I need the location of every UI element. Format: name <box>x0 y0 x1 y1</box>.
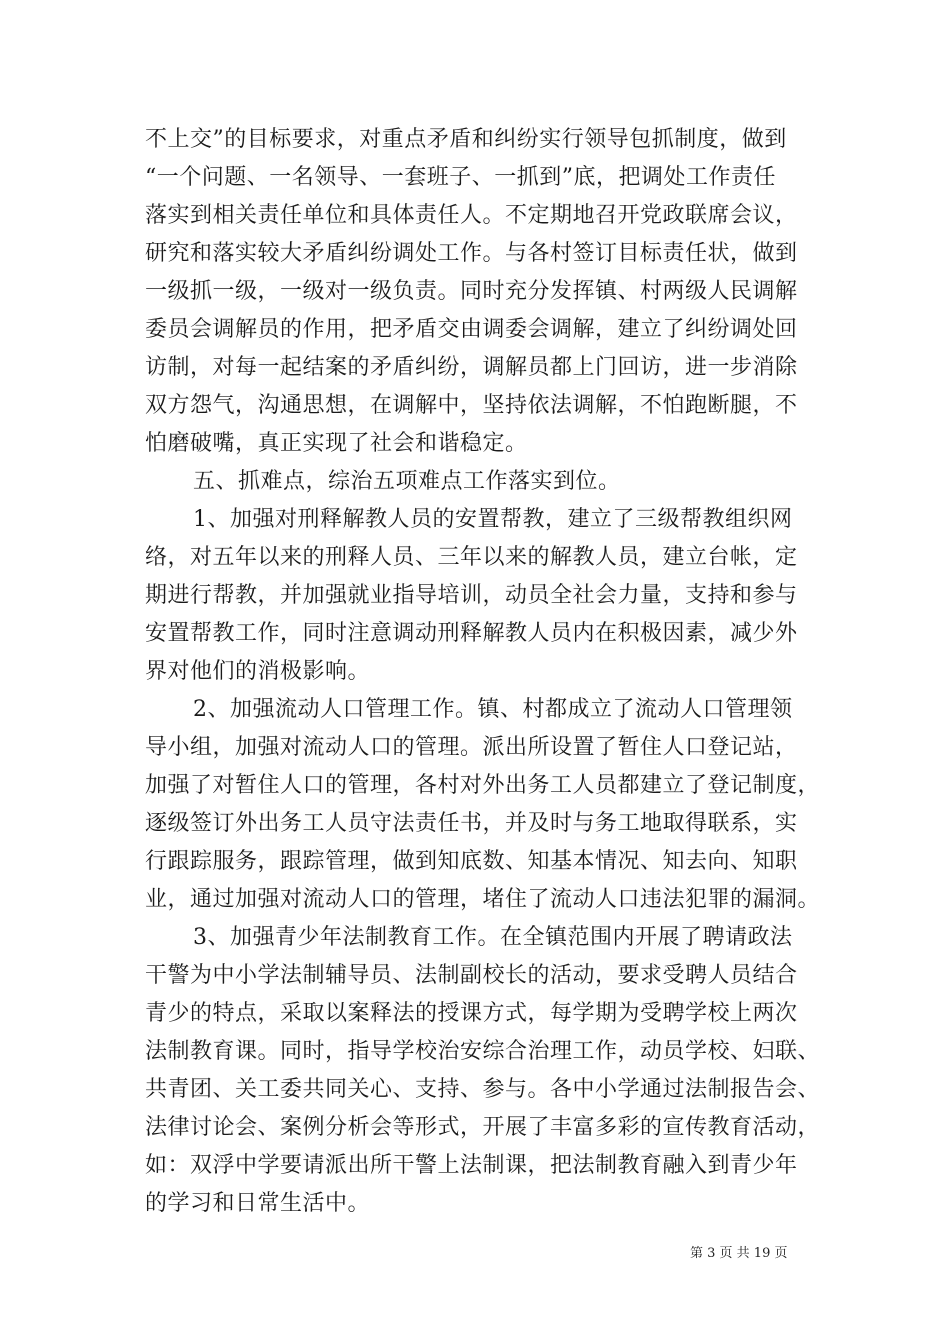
body-line: 2、加强流动人口管理工作。镇、村都成立了流动人口管理领 <box>193 697 793 722</box>
body-line: 双方怨气，沟通思想，在调解中，坚持依法调解，不怕跑断腿，不 <box>145 393 798 418</box>
body-line: 委员会调解员的作用，把矛盾交由调委会调解，建立了纠纷调处回 <box>145 317 798 342</box>
body-line: 的学习和日常生活中。 <box>145 1191 371 1216</box>
body-line: 络，对五年以来的刑释人员、三年以来的解教人员，建立台帐，定 <box>145 545 798 570</box>
body-line: 导小组，加强对流动人口的管理。派出所设置了暂住人口登记站， <box>145 735 798 760</box>
body-line: 法制教育课。同时，指导学校治安综合治理工作，动员学校、妇联、 <box>145 1039 821 1064</box>
body-line: 行跟踪服务，跟踪管理，做到知底数、知基本情况、知去向、知职 <box>145 849 798 874</box>
body-line: 如：双浮中学要请派出所干警上法制课，把法制教育融入到青少年 <box>145 1153 798 1178</box>
body-line: 一级抓一级，一级对一级负责。同时充分发挥镇、村两级人民调解 <box>145 279 798 304</box>
body-line: 怕磨破嘴，真正实现了社会和谐稳定。 <box>145 431 528 456</box>
body-line: 共青团、关工委共同关心、支持、参与。各中小学通过法制报告会、 <box>145 1077 821 1102</box>
body-line: 法律讨论会、案例分析会等形式，开展了丰富多彩的宣传教育活动， <box>145 1115 821 1140</box>
page-number-footer: 第 3 页 共 19 页 <box>690 1246 788 1261</box>
section-heading: 五、抓难点，综治五项难点工作落实到位。 <box>193 469 621 494</box>
body-line: 期进行帮教，并加强就业指导培训，动员全社会力量，支持和参与 <box>145 583 798 608</box>
body-line: 3、加强青少年法制教育工作。在全镇范围内开展了聘请政法 <box>193 925 793 950</box>
body-line: 安置帮教工作，同时注意调动刑释解教人员内在积极因素，减少外 <box>145 621 798 646</box>
body-line: 1、加强对刑释解教人员的安置帮教，建立了三级帮教组织网 <box>193 507 793 532</box>
body-line: 逐级签订外出务工人员守法责任书，并及时与务工地取得联系，实 <box>145 811 798 836</box>
body-line: 加强了对暂住人口的管理，各村对外出务工人员都建立了登记制度， <box>145 773 821 798</box>
body-line: 界对他们的消极影响。 <box>145 659 371 684</box>
body-line: 落实到相关责任单位和具体责任人。不定期地召开党政联席会议， <box>145 203 798 228</box>
body-line: 不上交”的目标要求，对重点矛盾和纠纷实行领导包抓制度，做到 <box>145 127 787 152</box>
body-line: 研究和落实较大矛盾纠纷调处工作。与各村签订目标责任状，做到 <box>145 241 798 266</box>
body-line: 干警为中小学法制辅导员、法制副校长的活动，要求受聘人员结合 <box>145 963 798 988</box>
body-line: 业，通过加强对流动人口的管理，堵住了流动人口违法犯罪的漏洞。 <box>145 887 821 912</box>
body-line: 青少的特点，采取以案释法的授课方式，每学期为受聘学校上两次 <box>145 1001 798 1026</box>
body-line: “一个问题、一名领导、一套班子、一抓到”底，把调处工作责任 <box>145 165 776 190</box>
body-line: 访制，对每一起结案的矛盾纠纷，调解员都上门回访，进一步消除 <box>145 355 798 380</box>
